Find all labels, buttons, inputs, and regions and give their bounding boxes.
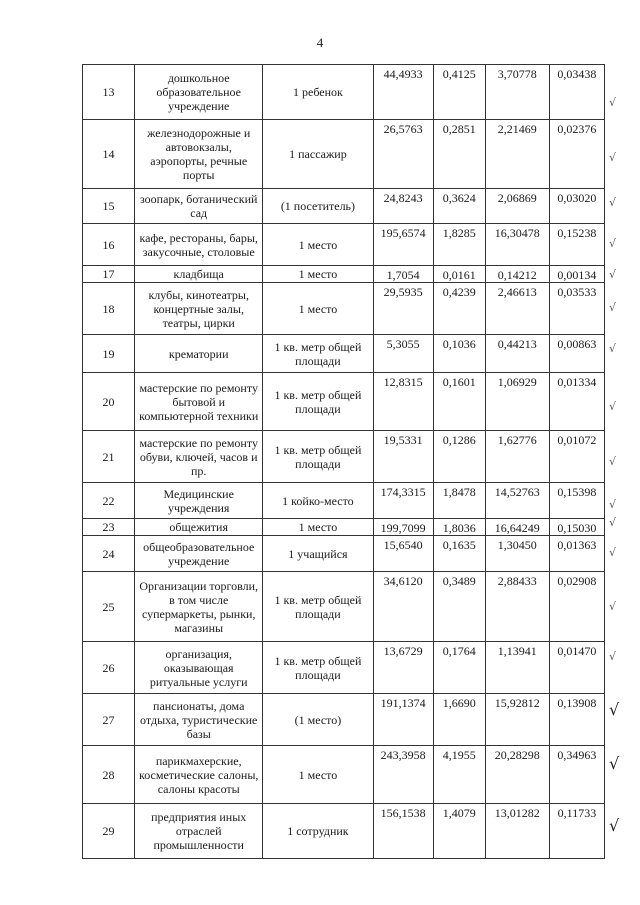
value-4: 0,15238 bbox=[549, 224, 604, 266]
row-number: 15 bbox=[83, 189, 135, 224]
value-2: 0,4125 bbox=[433, 65, 485, 120]
value-2: 1,8036 bbox=[433, 519, 485, 536]
facility-name: организация, оказывающая ритуальные услуги bbox=[135, 642, 263, 694]
table-row bbox=[83, 283, 605, 335]
value-1: 12,8315 bbox=[373, 373, 433, 431]
value-1: 174,3315 bbox=[373, 483, 433, 519]
value-3: 2,46613 bbox=[485, 283, 549, 335]
table-row bbox=[83, 120, 605, 189]
value-4: 0,01363 bbox=[549, 536, 604, 572]
facility-name: клубы, кинотеатры, концертные залы, театры, цирки bbox=[135, 283, 263, 335]
table-row bbox=[83, 65, 605, 120]
check-mark-icon: √ bbox=[609, 516, 617, 529]
value-2: 0,0161 bbox=[433, 266, 485, 283]
row-number: 29 bbox=[83, 804, 135, 859]
value-2: 1,8285 bbox=[433, 224, 485, 266]
calculation-unit: 1 кв. метр общей площади bbox=[263, 373, 373, 431]
table-row bbox=[83, 189, 605, 224]
calculation-unit: 1 место bbox=[263, 283, 373, 335]
value-1: 26,5763 bbox=[373, 120, 433, 189]
row-number: 26 bbox=[83, 642, 135, 694]
value-2: 0,1286 bbox=[433, 431, 485, 483]
value-4: 0,34963 bbox=[549, 746, 604, 804]
facility-name: мастерские по ремонту бытовой и компьютерной техники bbox=[135, 373, 263, 431]
calculation-unit: 1 учащийся bbox=[263, 536, 373, 572]
value-3: 14,52763 bbox=[485, 483, 549, 519]
value-4: 0,03533 bbox=[549, 283, 604, 335]
norm-table bbox=[82, 64, 605, 859]
row-number: 17 bbox=[83, 266, 135, 283]
value-1: 199,7099 bbox=[373, 519, 433, 536]
page-number: 4 bbox=[316, 35, 324, 50]
table-row bbox=[83, 373, 605, 431]
table-row bbox=[83, 694, 605, 746]
value-1: 191,1374 bbox=[373, 694, 433, 746]
value-2: 0,2851 bbox=[433, 120, 485, 189]
facility-name: мастерские по ремонту обуви, ключей, часов и пр. bbox=[135, 431, 263, 483]
value-3: 0,14212 bbox=[485, 266, 549, 283]
facility-name: парикмахерские, косметические салоны, салоны красоты bbox=[135, 746, 263, 804]
check-mark-icon: √ bbox=[609, 754, 620, 773]
calculation-unit: 1 кв. метр общей площади bbox=[263, 335, 373, 373]
value-4: 0,00863 bbox=[549, 335, 604, 373]
value-4: 0,00134 bbox=[549, 266, 604, 283]
facility-name: зоопарк, ботанический сад bbox=[135, 189, 263, 224]
value-2: 1,6690 bbox=[433, 694, 485, 746]
table-row bbox=[83, 536, 605, 572]
value-2: 0,3624 bbox=[433, 189, 485, 224]
row-number: 27 bbox=[83, 694, 135, 746]
value-2: 0,1635 bbox=[433, 536, 485, 572]
calculation-unit: 1 место bbox=[263, 746, 373, 804]
value-3: 20,28298 bbox=[485, 746, 549, 804]
value-1: 19,5331 bbox=[373, 431, 433, 483]
calculation-unit: 1 пассажир bbox=[263, 120, 373, 189]
value-1: 243,3958 bbox=[373, 746, 433, 804]
check-mark-icon: √ bbox=[609, 650, 617, 663]
table-row bbox=[83, 572, 605, 642]
value-3: 2,21469 bbox=[485, 120, 549, 189]
facility-name: пансионаты, дома отдыха, туристические базы bbox=[135, 694, 263, 746]
check-mark-icon: √ bbox=[609, 151, 617, 164]
value-2: 4,1955 bbox=[433, 746, 485, 804]
facility-name: общеобразовательное учреждение bbox=[135, 536, 263, 572]
row-number: 16 bbox=[83, 224, 135, 266]
check-mark-icon: √ bbox=[609, 600, 617, 613]
calculation-unit: 1 сотрудник bbox=[263, 804, 373, 859]
value-3: 16,64249 bbox=[485, 519, 549, 536]
check-mark-icon: √ bbox=[609, 268, 617, 281]
facility-name: дошкольное образовательное учреждение bbox=[135, 65, 263, 120]
value-1: 5,3055 bbox=[373, 335, 433, 373]
calculation-unit: 1 койко-место bbox=[263, 483, 373, 519]
facility-name: Организации торговли, в том числе супермаркеты, рынки, магазины bbox=[135, 572, 263, 642]
row-number: 20 bbox=[83, 373, 135, 431]
value-4: 0,15398 bbox=[549, 483, 604, 519]
check-mark-icon: √ bbox=[609, 498, 617, 511]
value-3: 2,06869 bbox=[485, 189, 549, 224]
calculation-unit: 1 ребенок bbox=[263, 65, 373, 120]
value-2: 0,3489 bbox=[433, 572, 485, 642]
value-3: 1,13941 bbox=[485, 642, 549, 694]
value-4: 0,01072 bbox=[549, 431, 604, 483]
check-mark-icon: √ bbox=[609, 400, 617, 413]
row-number: 13 bbox=[83, 65, 135, 120]
value-1: 29,5935 bbox=[373, 283, 433, 335]
table-row bbox=[83, 519, 605, 536]
calculation-unit: 1 место bbox=[263, 224, 373, 266]
check-mark-icon: √ bbox=[609, 816, 620, 835]
table-row bbox=[83, 224, 605, 266]
row-number: 25 bbox=[83, 572, 135, 642]
row-number: 21 bbox=[83, 431, 135, 483]
facility-name: кафе, рестораны, бары, закусочные, столовые bbox=[135, 224, 263, 266]
value-1: 13,6729 bbox=[373, 642, 433, 694]
check-mark-icon: √ bbox=[609, 96, 617, 109]
value-2: 0,1764 bbox=[433, 642, 485, 694]
value-1: 24,8243 bbox=[373, 189, 433, 224]
value-2: 0,1036 bbox=[433, 335, 485, 373]
value-1: 44,4933 bbox=[373, 65, 433, 120]
facility-name: железнодорожные и автовокзалы, аэропорты, речные порты bbox=[135, 120, 263, 189]
row-number: 23 bbox=[83, 519, 135, 536]
value-4: 0,01334 bbox=[549, 373, 604, 431]
value-2: 1,8478 bbox=[433, 483, 485, 519]
row-number: 22 bbox=[83, 483, 135, 519]
value-3: 15,92812 bbox=[485, 694, 549, 746]
facility-name: общежития bbox=[135, 519, 263, 536]
value-3: 2,88433 bbox=[485, 572, 549, 642]
calculation-unit: (1 место) bbox=[263, 694, 373, 746]
value-4: 0,03438 bbox=[549, 65, 604, 120]
check-mark-icon: √ bbox=[609, 455, 617, 468]
value-1: 156,1538 bbox=[373, 804, 433, 859]
value-2: 1,4079 bbox=[433, 804, 485, 859]
value-2: 0,1601 bbox=[433, 373, 485, 431]
facility-name: Медицинские учреждения bbox=[135, 483, 263, 519]
calculation-unit: 1 кв. метр общей площади bbox=[263, 572, 373, 642]
calculation-unit: 1 место bbox=[263, 519, 373, 536]
value-1: 1,7054 bbox=[373, 266, 433, 283]
value-3: 16,30478 bbox=[485, 224, 549, 266]
check-mark-icon: √ bbox=[609, 237, 617, 250]
value-4: 0,15030 bbox=[549, 519, 604, 536]
value-4: 0,01470 bbox=[549, 642, 604, 694]
check-mark-icon: √ bbox=[609, 700, 620, 719]
value-1: 195,6574 bbox=[373, 224, 433, 266]
row-number: 14 bbox=[83, 120, 135, 189]
facility-name: предприятия иных отраслей промышленности bbox=[135, 804, 263, 859]
table-row bbox=[83, 483, 605, 519]
value-3: 13,01282 bbox=[485, 804, 549, 859]
value-3: 1,06929 bbox=[485, 373, 549, 431]
calculation-unit: (1 посетитель) bbox=[263, 189, 373, 224]
calculation-unit: 1 кв. метр общей площади bbox=[263, 431, 373, 483]
facility-name: крематории bbox=[135, 335, 263, 373]
calculation-unit: 1 кв. метр общей площади bbox=[263, 642, 373, 694]
value-4: 0,03020 bbox=[549, 189, 604, 224]
value-2: 0,4239 bbox=[433, 283, 485, 335]
value-3: 3,70778 bbox=[485, 65, 549, 120]
value-4: 0,02908 bbox=[549, 572, 604, 642]
row-number: 18 bbox=[83, 283, 135, 335]
table-row bbox=[83, 746, 605, 804]
table-row bbox=[83, 804, 605, 859]
check-mark-icon: √ bbox=[609, 301, 617, 314]
check-mark-icon: √ bbox=[609, 342, 617, 355]
value-1: 15,6540 bbox=[373, 536, 433, 572]
row-number: 24 bbox=[83, 536, 135, 572]
value-4: 0,02376 bbox=[549, 120, 604, 189]
value-3: 1,30450 bbox=[485, 536, 549, 572]
facility-name: кладбища bbox=[135, 266, 263, 283]
check-mark-icon: √ bbox=[609, 546, 617, 559]
check-mark-icon: √ bbox=[609, 196, 617, 209]
table-row bbox=[83, 335, 605, 373]
value-4: 0,11733 bbox=[549, 804, 604, 859]
table-row bbox=[83, 266, 605, 283]
table-row bbox=[83, 431, 605, 483]
value-3: 0,44213 bbox=[485, 335, 549, 373]
value-4: 0,13908 bbox=[549, 694, 604, 746]
row-number: 28 bbox=[83, 746, 135, 804]
table-row bbox=[83, 642, 605, 694]
value-3: 1,62776 bbox=[485, 431, 549, 483]
value-1: 34,6120 bbox=[373, 572, 433, 642]
calculation-unit: 1 место bbox=[263, 266, 373, 283]
row-number: 19 bbox=[83, 335, 135, 373]
